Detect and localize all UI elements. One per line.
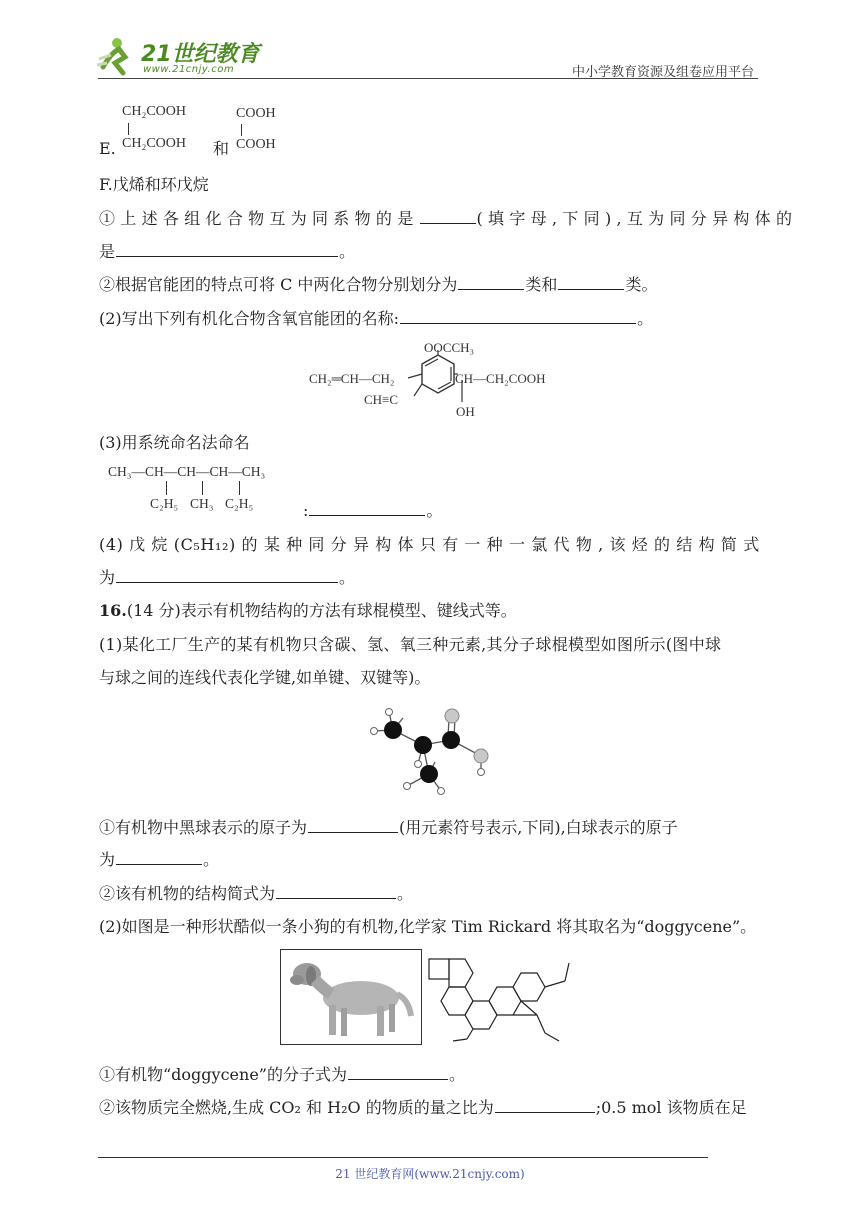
- q1-part1-line1: ①上述各组化合物互为同系物的是 (填字母,下同),互为同分异构体的: [99, 209, 798, 228]
- bond-line: [128, 123, 129, 135]
- bond-line: [241, 124, 242, 136]
- option-e-left-bottom: CH₂COOH: [122, 136, 186, 151]
- answer-blank[interactable]: [309, 499, 425, 516]
- q1-part1-line2: 是 。: [99, 242, 356, 261]
- q16-s4: ②该物质完全燃烧,生成 CO₂ 和 H₂O 的物质的量之比为 ;0.5 mol 该物质在足: [99, 1098, 747, 1117]
- footer-rule: [98, 1157, 708, 1158]
- option-f: F.戊烯和环戊烷: [99, 175, 209, 194]
- q16-p1-line1: (1)某化工厂生产的某有机物只含碳、氢、氧三种元素,其分子球棍模型如图所示(图中球: [99, 635, 722, 654]
- option-e-left-top: CH₂COOH: [122, 104, 186, 119]
- dog-icon: [281, 950, 421, 1044]
- benzene-ring-icon: [400, 350, 464, 414]
- option-e-right-top: COOH: [236, 106, 276, 121]
- footer-text: 21 世纪教育网(www.21cnjy.com): [335, 1167, 525, 1181]
- q16-p1-line2: 与球之间的连线代表化学键,如单键、双键等)。: [99, 668, 431, 687]
- answer-blank[interactable]: [420, 207, 476, 224]
- ball-and-stick-model-icon: [365, 700, 495, 800]
- q16-s1-line2: 为 。: [99, 850, 220, 869]
- answer-blank[interactable]: [308, 816, 398, 833]
- header-platform-text: 中小学教育资源及组卷应用平台: [571, 65, 754, 80]
- doggycene-structure-icon: [425, 953, 585, 1047]
- bond-line: [166, 481, 167, 495]
- logo-main-text: 21世纪教育: [141, 42, 260, 67]
- q3-answer: : 。: [303, 501, 443, 520]
- logo-url-text: www.21cnjy.com: [143, 64, 235, 75]
- q2-text: (2)写出下列有机化合物含氧官能团的名称: 。: [99, 309, 654, 328]
- answer-blank[interactable]: [495, 1096, 595, 1113]
- q16-s2: ②该有机物的结构简式为 。: [99, 884, 414, 903]
- bond-line: [202, 481, 203, 495]
- answer-blank[interactable]: [348, 1063, 448, 1080]
- q16-title: 16.(14 分)表示有机物结构的方法有球棍模型、键线式等。: [99, 601, 517, 620]
- answer-blank[interactable]: [458, 273, 524, 290]
- answer-blank[interactable]: [276, 882, 396, 899]
- q1-part2: ②根据官能团的特点可将 C 中两化合物分别划分为 类和 类。: [99, 275, 658, 294]
- dog-photo: [280, 949, 422, 1045]
- option-e-and: 和: [213, 139, 230, 158]
- q16-p2: (2)如图是一种形状酷似一条小狗的有机物,化学家 Tim Rickard 将其取名为“doggycene”。: [99, 917, 757, 936]
- option-e-right-bottom: COOH: [236, 137, 276, 152]
- q3-text: (3)用系统命名法命名: [99, 433, 250, 452]
- q16-s3: ①有机物“doggycene”的分子式为 。: [99, 1065, 465, 1084]
- answer-blank[interactable]: [116, 566, 338, 583]
- site-logo: [95, 33, 260, 81]
- answer-blank[interactable]: [116, 848, 202, 865]
- bond-line: [239, 481, 240, 495]
- q4-line2: 为 。: [99, 568, 356, 587]
- option-e-label: E.: [99, 139, 116, 158]
- q16-s1-line1: ①有机物中黑球表示的原子为 (用元素符号表示,下同),白球表示的原子: [99, 818, 678, 837]
- answer-blank[interactable]: [558, 273, 624, 290]
- header-rule: [98, 78, 758, 79]
- q4-line1: (4) 戊 烷 (C₅H₁₂) 的 某 种 同 分 异 构 体 只 有 一 种 一 氯 代 物 , 该 烃 的 结 构 简 式: [99, 535, 760, 554]
- answer-blank[interactable]: [400, 307, 636, 324]
- answer-blank[interactable]: [116, 240, 338, 257]
